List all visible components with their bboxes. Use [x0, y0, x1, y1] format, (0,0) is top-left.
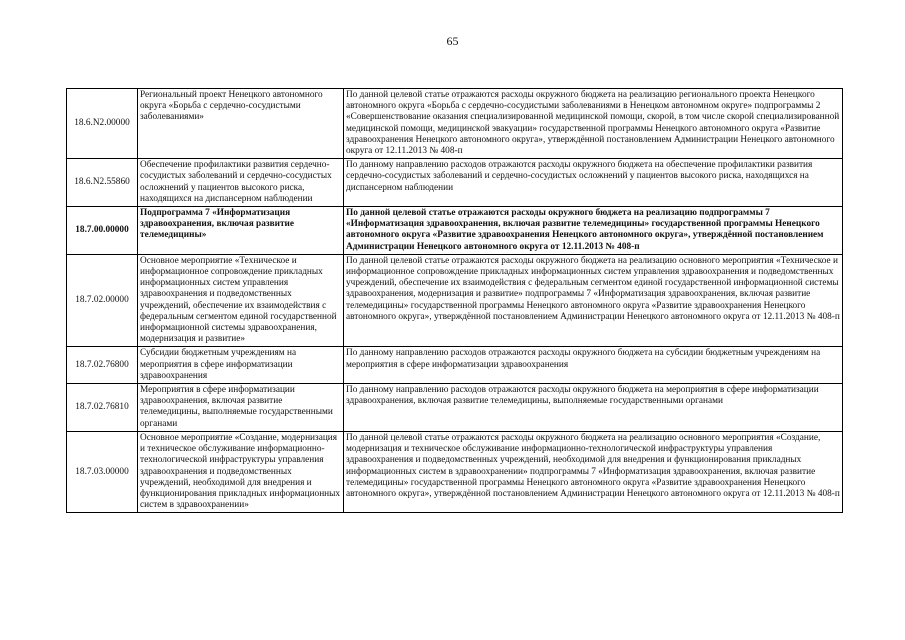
- table-row-1: [67, 159, 843, 207]
- row-name: Субсидии бюджетным учреждениям на мероприятия в сфере информатизации здравоохранения: [138, 347, 344, 384]
- row-description: По данной целевой статье отражаются расходы окружного бюджета на реализацию подпрограммы 7 «Информатизация здравоохранения, включая развитие телемедицины» государственной программы Ненецкого автономного округа «Развитие здравоохранения Ненецкого автономного округа», утверждённой постановлением Администрации Ненецкого автономного округа от 12.11.2013 № 408-п: [344, 207, 843, 255]
- row-description: По данному направлению расходов отражаются расходы окружного бюджета на мероприятия в сфере информатизации здравоохранения, включая развитие телемедицины, выполняемые государственными органами: [344, 384, 843, 432]
- table-row-3: [67, 254, 843, 347]
- row-code: 18.7.03.00000: [67, 431, 138, 512]
- page-number: 65: [446, 34, 459, 48]
- table-row-2: [67, 207, 843, 255]
- budget-classification-table: [66, 88, 843, 513]
- row-description: По данной целевой статье отражаются расходы окружного бюджета на реализацию основного мероприятия «Техническое и информационное сопровождение прикладных информационных систем управления здравоохранения и подведомственных учреждений, обеспечение их взаимодействия с федеральным сегментом единой государственной информационной системы здравоохранения, модернизация и развитие» подпрограммы 7 «Информатизация здравоохранения, включая развитие телемедицины» государственной программы Ненецкого автономного округа «Развитие здравоохранения Ненецкого автономного округа», утверждённой постановлением Администрации Ненецкого автономного округа от 12.11.2013 № 408-п: [344, 254, 843, 347]
- row-code: 18.7.00.00000: [67, 207, 138, 255]
- row-description: По данной целевой статье отражаются расходы окружного бюджета на реализацию основного мероприятия «Создание, модернизация и техническое обслуживание информационно-технологической инфраструктуры управления здравоохранения и подведомственных учреждений, необходимой для внедрения и функционирования прикладных информационных систем в здравоохранении» подпрограммы 7 «Информатизация здравоохранения, включая развитие телемедицины» государственной программы Ненецкого автономного округа «Развитие здравоохранения Ненецкого автономного округа», утверждённой постановлением Администрации Ненецкого автономного округа от 12.11.2013 № 408-п: [344, 431, 843, 512]
- row-name: Мероприятия в сфере информатизации здравоохранения, включая развитие телемедицины, выполняемые государственными органами: [138, 384, 344, 432]
- table-row-5: [67, 384, 843, 432]
- row-name: Основное мероприятие «Техническое и информационное сопровождение прикладных информационных систем управления здравоохранения и подведомственных учреждений, обеспечение их взаимодействия с федеральным сегментом единой государственной информационной системы здравоохранения, модернизация и развитие»: [138, 254, 344, 347]
- table-row-4: [67, 347, 843, 384]
- row-name: Основное мероприятие «Создание, модернизация и техническое обслуживание информационно-технологической инфраструктуры управления здравоохранения и подведомственных учреждений, необходимой для внедрения и функционирования прикладных информационных систем в здравоохранении»: [138, 431, 344, 512]
- row-name: Региональный проект Ненецкого автономного округа «Борьба с сердечно-сосудистыми заболеваниями»: [138, 89, 344, 159]
- row-description: По данной целевой статье отражаются расходы окружного бюджета на реализацию регионального проекта Ненецкого автономного округа «Борьба с сердечно-сосудистыми заболеваниями в Ненецком автономном округе» подпрограммы 2 «Совершенствование оказания специализированной медицинской помощи, скорой, в том числе скорой специализированной медицинской помощи, медицинской эвакуации» государственной программы Ненецкого автономного округа «Развитие здравоохранения Ненецкого автономного округа», утверждённой постановлением Администрации Ненецкого автономного округа от 12.11.2013 № 408-п: [344, 89, 843, 159]
- row-name: Подпрограмма 7 «Информатизация здравоохранения, включая развитие телемедицины»: [138, 207, 344, 255]
- row-name: Обеспечение профилактики развития сердечно-сосудистых заболеваний и сердечно-сосудистых осложнений у пациентов высокого риска, находящихся на диспансерном наблюдении: [138, 159, 344, 207]
- row-code: 18.7.02.00000: [67, 254, 138, 347]
- row-code: 18.6.N2.00000: [67, 89, 138, 159]
- table-row-0: [67, 89, 843, 159]
- table-row-6: [67, 431, 843, 512]
- row-code: 18.7.02.76810: [67, 384, 138, 432]
- row-code: 18.6.N2.55860: [67, 159, 138, 207]
- row-code: 18.7.02.76800: [67, 347, 138, 384]
- row-description: По данному направлению расходов отражаются расходы окружного бюджета на субсидии бюджетным учреждениям на мероприятия в сфере информатизации здравоохранения: [344, 347, 843, 384]
- row-description: По данному направлению расходов отражаются расходы окружного бюджета на обеспечение профилактики развития сердечно-сосудистых заболеваний и сердечно-сосудистых осложнений у пациентов высокого риска, находящихся на диспансерном наблюдении: [344, 159, 843, 207]
